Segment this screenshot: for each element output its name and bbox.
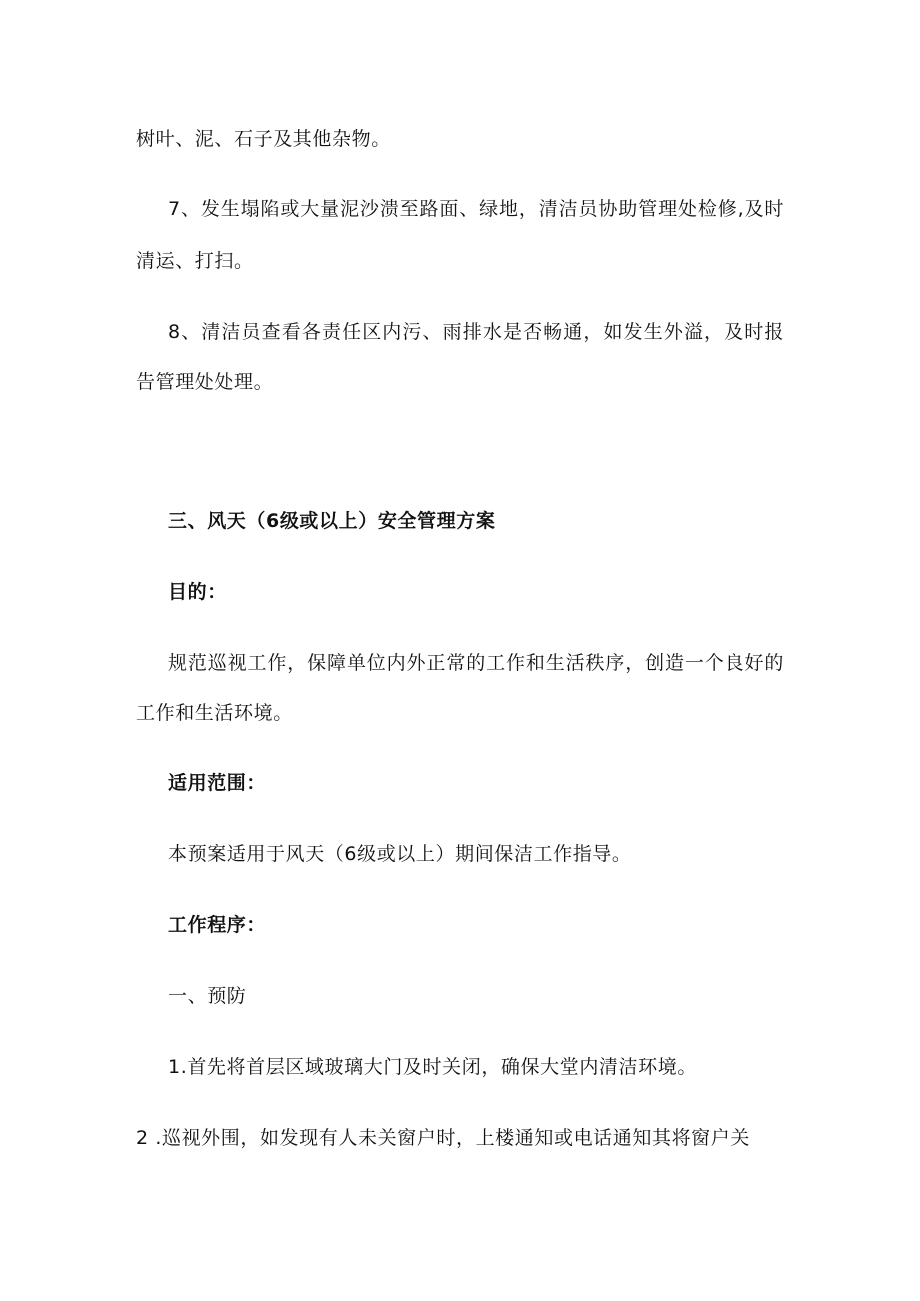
paragraph-7-line-1: 7、发生塌陷或大量泥沙溃至路面、绿地，清洁员协助管理处检修,及时 <box>168 198 784 220</box>
step-1: 1.首先将首层区域玻璃大门及时关闭，确保大堂内清洁环境。 <box>168 1056 697 1078</box>
paragraph-7-line-2: 清运、打扫。 <box>136 250 254 272</box>
purpose-heading: 目的： <box>168 581 227 603</box>
paragraph-8-line-2: 告管理处处理。 <box>136 371 274 393</box>
scope-text: 本预案适用于风天（6级或以上）期间保洁工作指导。 <box>168 843 632 865</box>
prevention-heading: 一、预防 <box>168 985 247 1007</box>
purpose-line-1: 规范巡视工作，保障单位内外正常的工作和生活秩序，创造一个良好的 <box>168 652 784 674</box>
scope-heading: 适用范围： <box>168 772 267 794</box>
paragraph-6-tail: 树叶、泥、石子及其他杂物。 <box>136 128 391 150</box>
purpose-line-2: 工作和生活环境。 <box>136 702 293 724</box>
section-title: 三、风天（6级或以上）安全管理方案 <box>168 510 496 532</box>
procedure-heading: 工作程序： <box>168 914 267 936</box>
paragraph-8-line-1: 8、清洁员查看各责任区内污、雨排水是否畅通，如发生外溢，及时报 <box>168 321 784 343</box>
step-2: 2 .巡视外围，如发现有人未关窗户时，上楼通知或电话通知其将窗户关 <box>136 1127 750 1149</box>
